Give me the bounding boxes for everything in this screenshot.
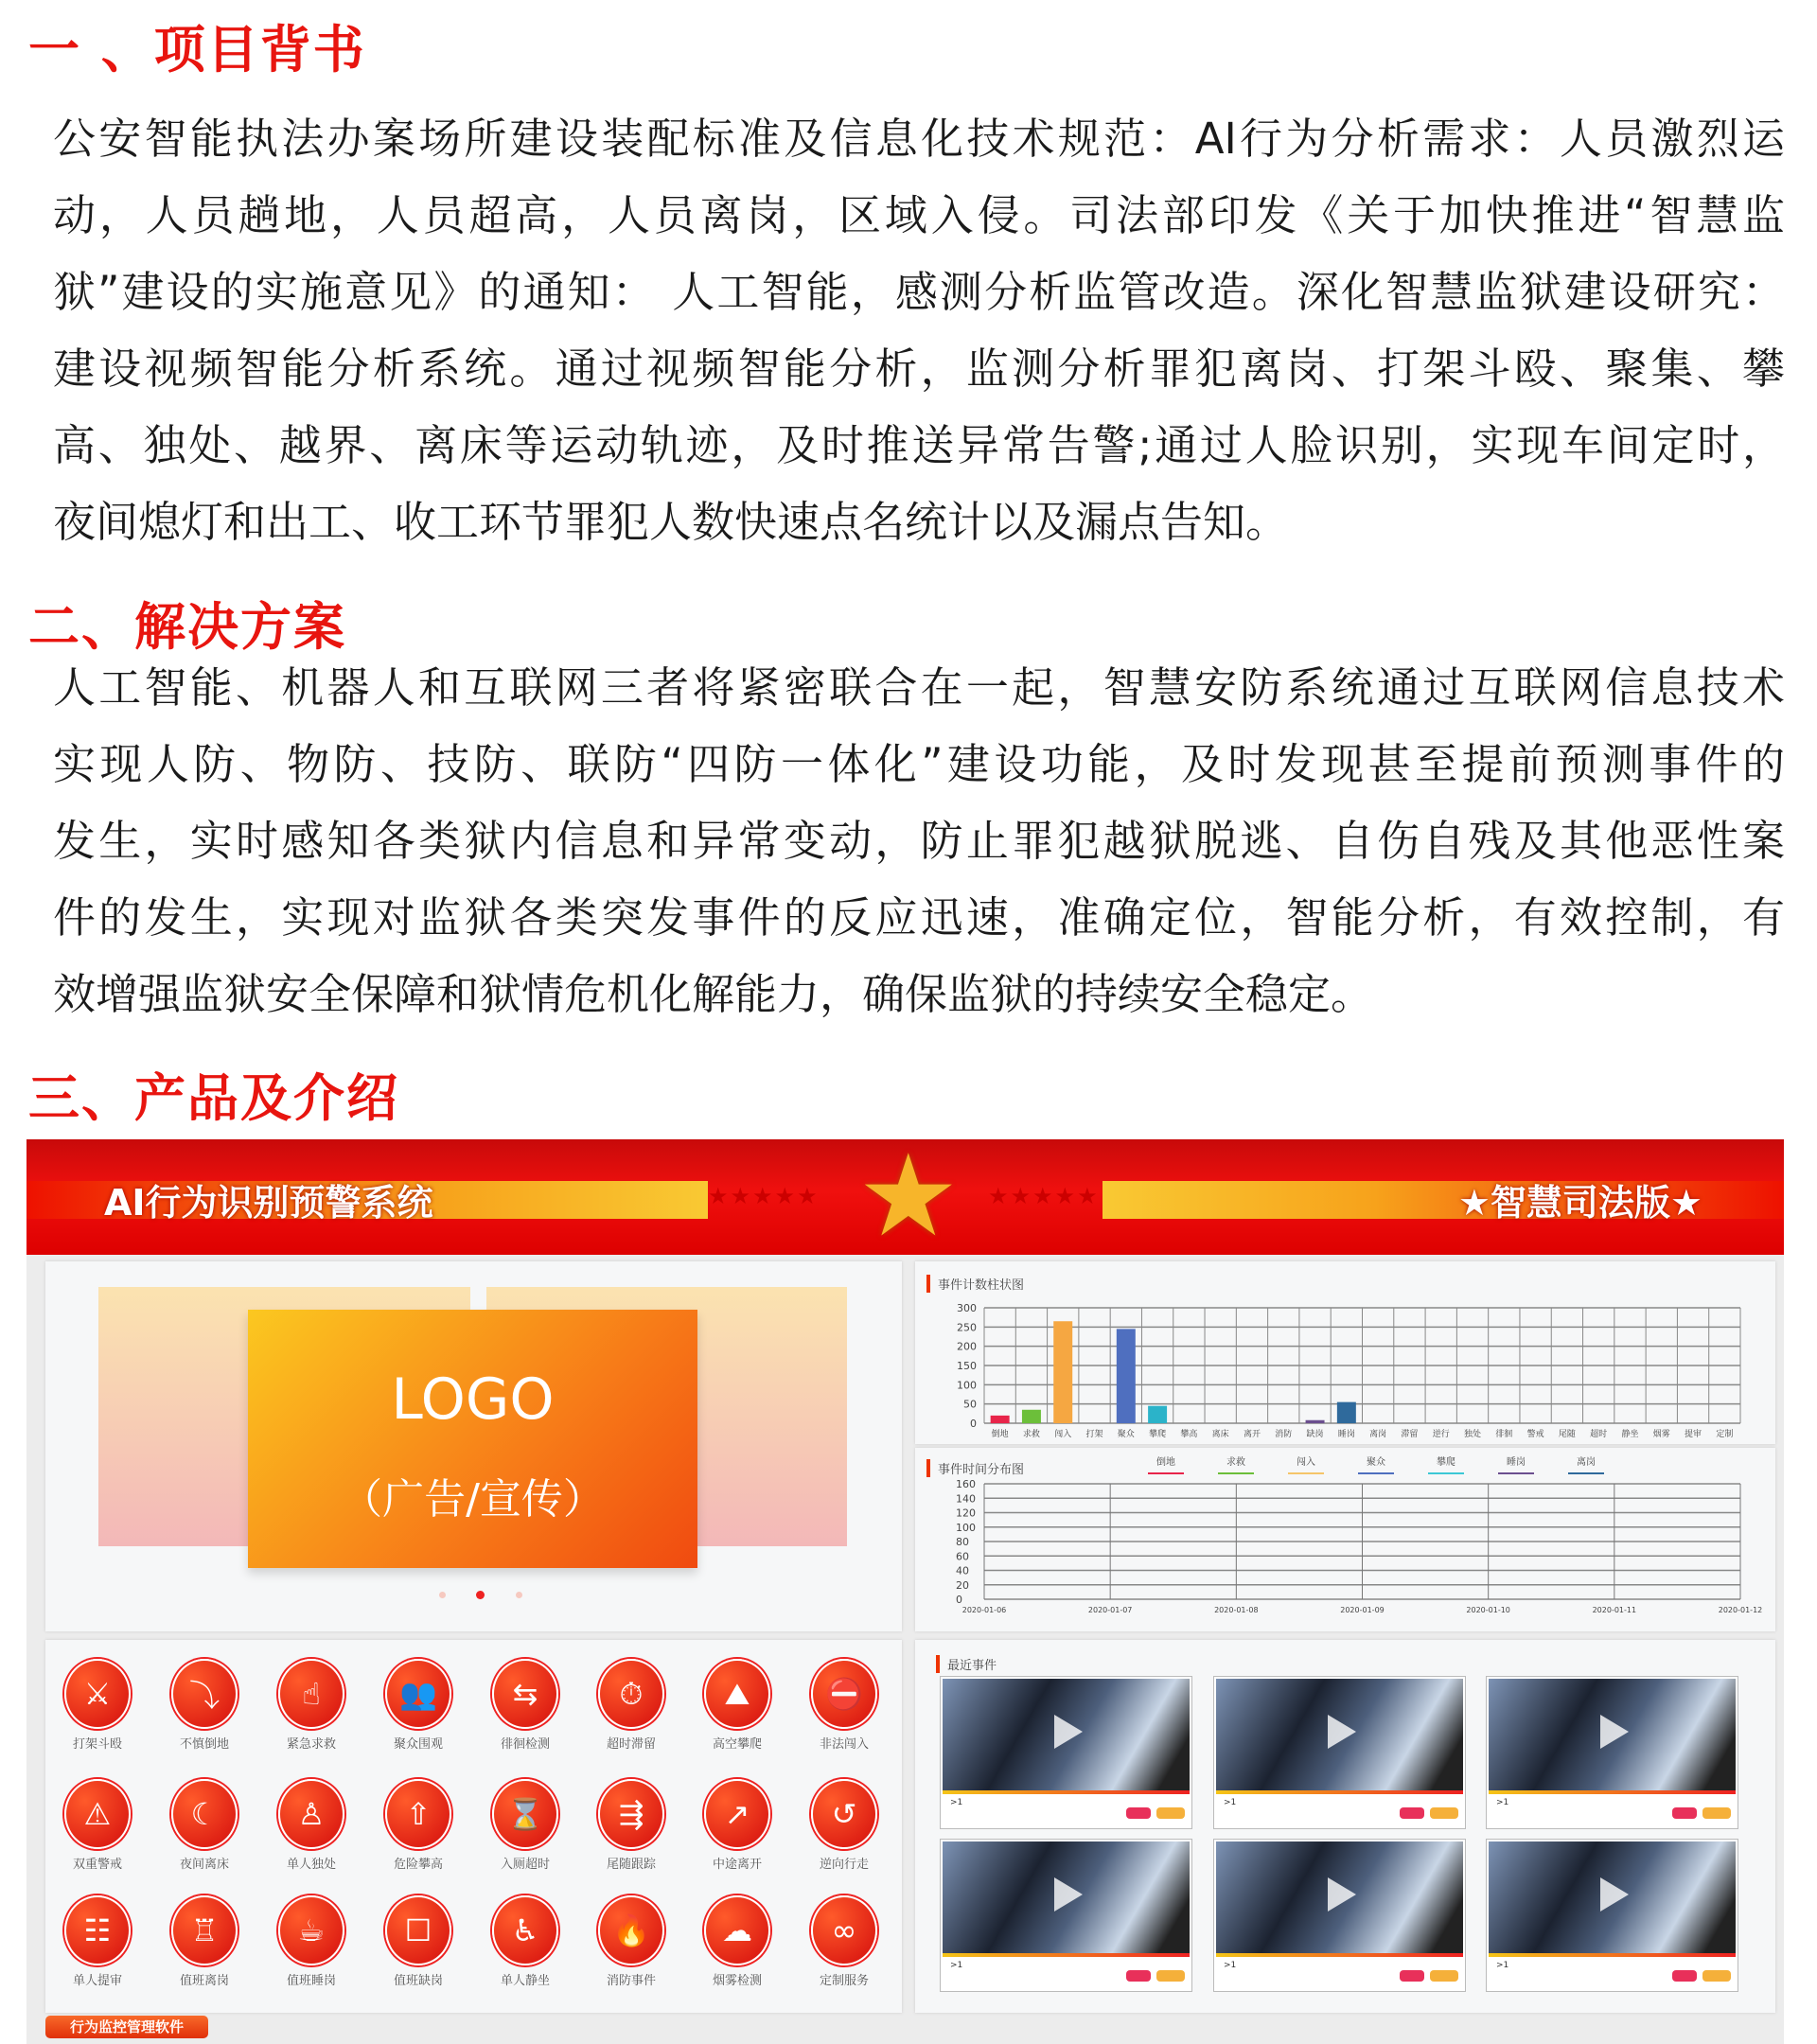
bar-chart	[915, 1261, 1775, 1444]
x-tick-label: 静坐	[1621, 1430, 1639, 1439]
y-tick-label: 120	[956, 1507, 976, 1520]
y-tick-label: 80	[956, 1536, 969, 1548]
behavior-icon[interactable]: ⚠	[64, 1779, 131, 1849]
behavior-icon[interactable]: ⌛	[492, 1779, 558, 1849]
event-thumbnail[interactable]	[1486, 1676, 1738, 1829]
x-tick-label: 2020-01-10	[1466, 1606, 1510, 1614]
event-status-badge	[1702, 1970, 1731, 1982]
behavior-label: 入厕超时	[500, 1858, 550, 1872]
paragraph-line: 公安智能执法办案场所建设装配标准及信息化技术规范：AI行为分析需求：人员激烈运	[53, 114, 1785, 164]
behavior-icon[interactable]: ⤵	[171, 1659, 238, 1729]
event-divider	[1216, 1953, 1463, 1957]
ad-subtitle: （广告/宣传）	[341, 1475, 605, 1524]
event-index: >1	[1496, 1798, 1509, 1807]
behavior-icon[interactable]: ☾	[171, 1779, 238, 1849]
behavior-label: 值班睡岗	[286, 1974, 336, 1988]
behavior-icon[interactable]: ☝	[278, 1659, 344, 1729]
behavior-icon[interactable]: 👥	[385, 1659, 451, 1729]
x-tick-label: 2020-01-09	[1340, 1606, 1385, 1614]
behavior-icon[interactable]: ☕	[278, 1895, 344, 1965]
y-tick-label: 60	[956, 1550, 969, 1563]
x-tick-label: 烟雾	[1652, 1430, 1670, 1439]
carousel-dot-active[interactable]	[476, 1591, 485, 1599]
carousel-dot[interactable]	[439, 1592, 446, 1598]
bar-chart-title: 事件计数柱状图	[926, 1275, 1024, 1293]
x-tick-label: 闯入	[1054, 1430, 1072, 1439]
x-tick-label: 2020-01-12	[1718, 1606, 1763, 1614]
behavior-label: 中途离开	[712, 1858, 762, 1872]
ad-logo-text: LOGO	[391, 1366, 555, 1433]
bar	[991, 1416, 1010, 1423]
behavior-label: 尾随跟踪	[606, 1858, 656, 1872]
y-tick-label: 160	[956, 1478, 976, 1490]
behavior-icon[interactable]: ↗	[704, 1779, 770, 1849]
play-icon[interactable]	[1054, 1715, 1083, 1749]
play-icon[interactable]	[1054, 1877, 1083, 1912]
y-tick-label: 300	[957, 1302, 977, 1314]
event-type-badge	[1400, 1970, 1424, 1982]
star-emblem-icon: ★	[857, 1139, 960, 1255]
behavior-label: 聚众围观	[393, 1737, 443, 1752]
y-tick-label: 150	[957, 1360, 977, 1372]
legend-label: 攀爬	[1437, 1457, 1455, 1468]
carousel-dot[interactable]	[516, 1592, 522, 1598]
bar	[1337, 1402, 1356, 1423]
behavior-icon[interactable]: ⛰	[704, 1659, 770, 1729]
section-heading-solution: 二、解决方案	[28, 597, 346, 657]
recent-events-card	[915, 1640, 1775, 2013]
play-icon[interactable]	[1328, 1877, 1356, 1912]
x-tick-label: 逆行	[1432, 1430, 1450, 1439]
behavior-label: 烟雾检测	[712, 1974, 762, 1988]
behavior-label: 紧急求救	[286, 1737, 336, 1752]
event-index: >1	[950, 1961, 963, 1970]
event-divider	[1489, 1953, 1736, 1957]
behavior-label: 值班缺岗	[393, 1974, 443, 1988]
y-tick-label: 200	[957, 1340, 977, 1353]
play-icon[interactable]	[1600, 1877, 1629, 1912]
behavior-label: 不慎倒地	[179, 1737, 229, 1752]
behavior-label: 高空攀爬	[712, 1737, 762, 1752]
x-tick-label: 徘徊	[1495, 1430, 1513, 1439]
x-tick-label: 消防	[1275, 1430, 1293, 1439]
event-thumbnail[interactable]	[940, 1676, 1192, 1829]
behavior-label: 消防事件	[606, 1974, 656, 1988]
paragraph-line: 件的发生，实现对监狱各类突发事件的反应迅速，准确定位，智能分析，有效控制，有	[53, 892, 1785, 943]
recent-events-title: 最近事件	[936, 1655, 997, 1673]
line-chart-title: 事件时间分布图	[926, 1459, 1024, 1477]
section-heading-product: 三、产品及介绍	[28, 1068, 399, 1128]
behavior-icon[interactable]: ♖	[171, 1895, 238, 1965]
x-tick-label: 尾随	[1558, 1430, 1576, 1439]
behavior-icon[interactable]: ⛔	[811, 1659, 877, 1729]
bar	[1306, 1420, 1325, 1423]
paragraph-line: 人工智能、机器人和互联网三者将紧密联合在一起，智慧安防系统通过互联网信息技术	[53, 662, 1785, 713]
dashboard-panel	[26, 1255, 1784, 2044]
y-tick-label: 50	[963, 1398, 977, 1411]
legend-label: 求救	[1226, 1457, 1245, 1468]
behavior-label: 值班离岗	[179, 1974, 229, 1988]
x-tick-label: 倒地	[991, 1430, 1009, 1439]
x-tick-label: 提审	[1685, 1430, 1702, 1439]
x-tick-label: 聚众	[1117, 1430, 1135, 1439]
x-tick-label: 警戒	[1526, 1430, 1544, 1439]
x-tick-label: 超时	[1590, 1430, 1608, 1439]
paragraph-line: 效增强监狱安全保障和狱情危机化解能力，确保监狱的持续安全稳定。	[53, 969, 1374, 1019]
ad-carousel	[45, 1261, 902, 1631]
bar	[1022, 1410, 1041, 1423]
event-type-badge	[1400, 1807, 1424, 1819]
x-tick-label: 离开	[1243, 1430, 1261, 1439]
behavior-icon-grid	[45, 1640, 902, 2013]
x-tick-label: 离床	[1211, 1430, 1229, 1439]
legend-label: 闯入	[1297, 1457, 1315, 1468]
event-thumbnail[interactable]	[1213, 1839, 1466, 1992]
event-type-badge	[1126, 1970, 1151, 1982]
x-tick-label: 2020-01-07	[1087, 1606, 1133, 1614]
behavior-icon[interactable]: ⇶	[598, 1779, 664, 1849]
behavior-label: 单人提审	[72, 1974, 122, 1988]
event-status-badge	[1702, 1807, 1731, 1819]
y-tick-label: 250	[957, 1321, 977, 1334]
event-type-badge	[1126, 1807, 1151, 1819]
behavior-icon[interactable]: ☷	[64, 1895, 131, 1965]
banner-stars-left: ★★★★★	[708, 1183, 820, 1209]
event-status-badge	[1430, 1807, 1458, 1819]
y-tick-label: 100	[956, 1521, 976, 1534]
event-thumbnail[interactable]	[1213, 1676, 1466, 1829]
behavior-icon[interactable]: ↺	[811, 1779, 877, 1849]
behavior-label: 夜间离床	[179, 1858, 229, 1872]
behavior-label: 打架斗殴	[72, 1737, 122, 1752]
y-tick-label: 0	[970, 1418, 977, 1430]
banner-stars-right: ★★★★★	[988, 1183, 1100, 1209]
y-tick-label: 140	[956, 1492, 976, 1506]
event-divider	[1489, 1790, 1736, 1794]
event-thumbnail[interactable]	[1486, 1839, 1738, 1992]
behavior-label: 徘徊检测	[500, 1737, 550, 1752]
event-divider	[943, 1790, 1190, 1794]
x-tick-label: 攀爬	[1149, 1430, 1167, 1439]
y-tick-label: 0	[956, 1594, 962, 1606]
x-tick-label: 2020-01-11	[1592, 1606, 1637, 1614]
bar	[1117, 1329, 1136, 1423]
y-tick-label: 20	[956, 1578, 969, 1592]
footer-tag: 行为监控管理软件	[45, 2016, 208, 2038]
y-tick-label: 40	[956, 1564, 969, 1577]
paragraph-line: 发生，实时感知各类狱内信息和异常变动，防止罪犯越狱脱逃、自伤自残及其他恶性案	[53, 816, 1785, 866]
event-divider	[1216, 1790, 1463, 1794]
x-tick-label: 离岗	[1369, 1430, 1387, 1439]
event-status-badge	[1430, 1970, 1458, 1982]
bar	[1053, 1321, 1072, 1423]
behavior-icon[interactable]: ♿	[492, 1895, 558, 1965]
behavior-icon[interactable]: ∞	[811, 1895, 877, 1965]
x-tick-label: 睡岗	[1337, 1430, 1355, 1439]
line-chart-card	[915, 1448, 1775, 1631]
event-index: >1	[1496, 1961, 1509, 1970]
behavior-icon[interactable]: ⇆	[492, 1659, 558, 1729]
behavior-icon[interactable]: ⇧	[385, 1779, 451, 1849]
bar	[1148, 1406, 1167, 1423]
behavior-label: 双重警戒	[72, 1858, 122, 1872]
behavior-label: 单人独处	[286, 1858, 336, 1872]
x-tick-label: 2020-01-08	[1214, 1606, 1259, 1614]
event-status-badge	[1156, 1807, 1185, 1819]
behavior-label: 定制服务	[819, 1974, 869, 1988]
behavior-icon[interactable]: ♙	[278, 1779, 344, 1849]
event-index: >1	[1224, 1798, 1237, 1807]
section-heading-background: 一 、项目背书	[28, 20, 366, 79]
behavior-label: 逆向行走	[819, 1858, 869, 1872]
ad-logo-box[interactable]	[248, 1310, 697, 1568]
event-thumbnail[interactable]	[940, 1839, 1192, 1992]
banner-title: AI行为识别预警系统	[104, 1182, 433, 1224]
x-tick-label: 独处	[1464, 1430, 1482, 1439]
event-divider	[943, 1953, 1190, 1957]
legend-label: 睡岗	[1507, 1457, 1526, 1468]
legend-label: 倒地	[1156, 1457, 1175, 1468]
behavior-label: 超时滞留	[606, 1737, 656, 1752]
event-type-badge	[1672, 1807, 1697, 1819]
x-tick-label: 求救	[1022, 1430, 1040, 1439]
paragraph-line: 狱”建设的实施意见》的通知： 人工智能，感测分析监管改造。深化智慧监狱建设研究：	[53, 267, 1785, 317]
behavior-icon[interactable]: ☁	[704, 1895, 770, 1965]
paragraph-line: 建设视频智能分析系统。通过视频智能分析，监测分析罪犯离岗、打架斗殴、聚集、攀	[53, 344, 1785, 394]
paragraph-line: 实现人防、物防、技防、联防“四防一体化”建设功能，及时发现甚至提前预测事件的	[53, 739, 1785, 789]
paragraph-line: 动，人员趟地，人员超高，人员离岗，区域入侵。司法部印发《关于加快推进“智慧监	[53, 190, 1785, 240]
behavior-icon[interactable]: ⚔	[64, 1659, 131, 1729]
behavior-label: 危险攀高	[393, 1858, 443, 1872]
event-type-badge	[1672, 1970, 1697, 1982]
x-tick-label: 攀高	[1180, 1430, 1198, 1439]
bar-chart-card	[915, 1261, 1775, 1444]
banner-edition: ★智慧司法版★	[1457, 1182, 1702, 1224]
paragraph-line: 高、独处、越界、离床等运动轨迹，及时推送异常告警;通过人脸识别，实现车间定时，	[53, 420, 1785, 470]
event-status-badge	[1156, 1970, 1185, 1982]
legend-label: 聚众	[1367, 1457, 1385, 1468]
x-tick-label: 2020-01-06	[961, 1606, 1007, 1614]
y-tick-label: 100	[957, 1379, 977, 1392]
event-index: >1	[950, 1798, 963, 1807]
behavior-icon[interactable]: ☐	[385, 1895, 451, 1965]
paragraph-line: 夜间熄灯和出工、收工环节罪犯人数快速点名统计以及漏点告知。	[53, 497, 1289, 547]
behavior-icon[interactable]: ⏱	[598, 1659, 664, 1729]
legend-label: 离岗	[1577, 1457, 1596, 1468]
x-tick-label: 滞留	[1401, 1430, 1419, 1439]
x-tick-label: 打架	[1085, 1430, 1103, 1439]
system-banner	[26, 1139, 1784, 1255]
line-chart	[915, 1448, 1775, 1631]
behavior-icon[interactable]: 🔥	[598, 1895, 664, 1965]
behavior-label: 单人静坐	[500, 1974, 550, 1988]
x-tick-label: 缺岗	[1306, 1430, 1324, 1439]
play-icon[interactable]	[1600, 1715, 1629, 1749]
play-icon[interactable]	[1328, 1715, 1356, 1749]
x-tick-label: 定制	[1716, 1430, 1734, 1439]
event-index: >1	[1224, 1961, 1237, 1970]
behavior-label: 非法闯入	[819, 1737, 869, 1752]
